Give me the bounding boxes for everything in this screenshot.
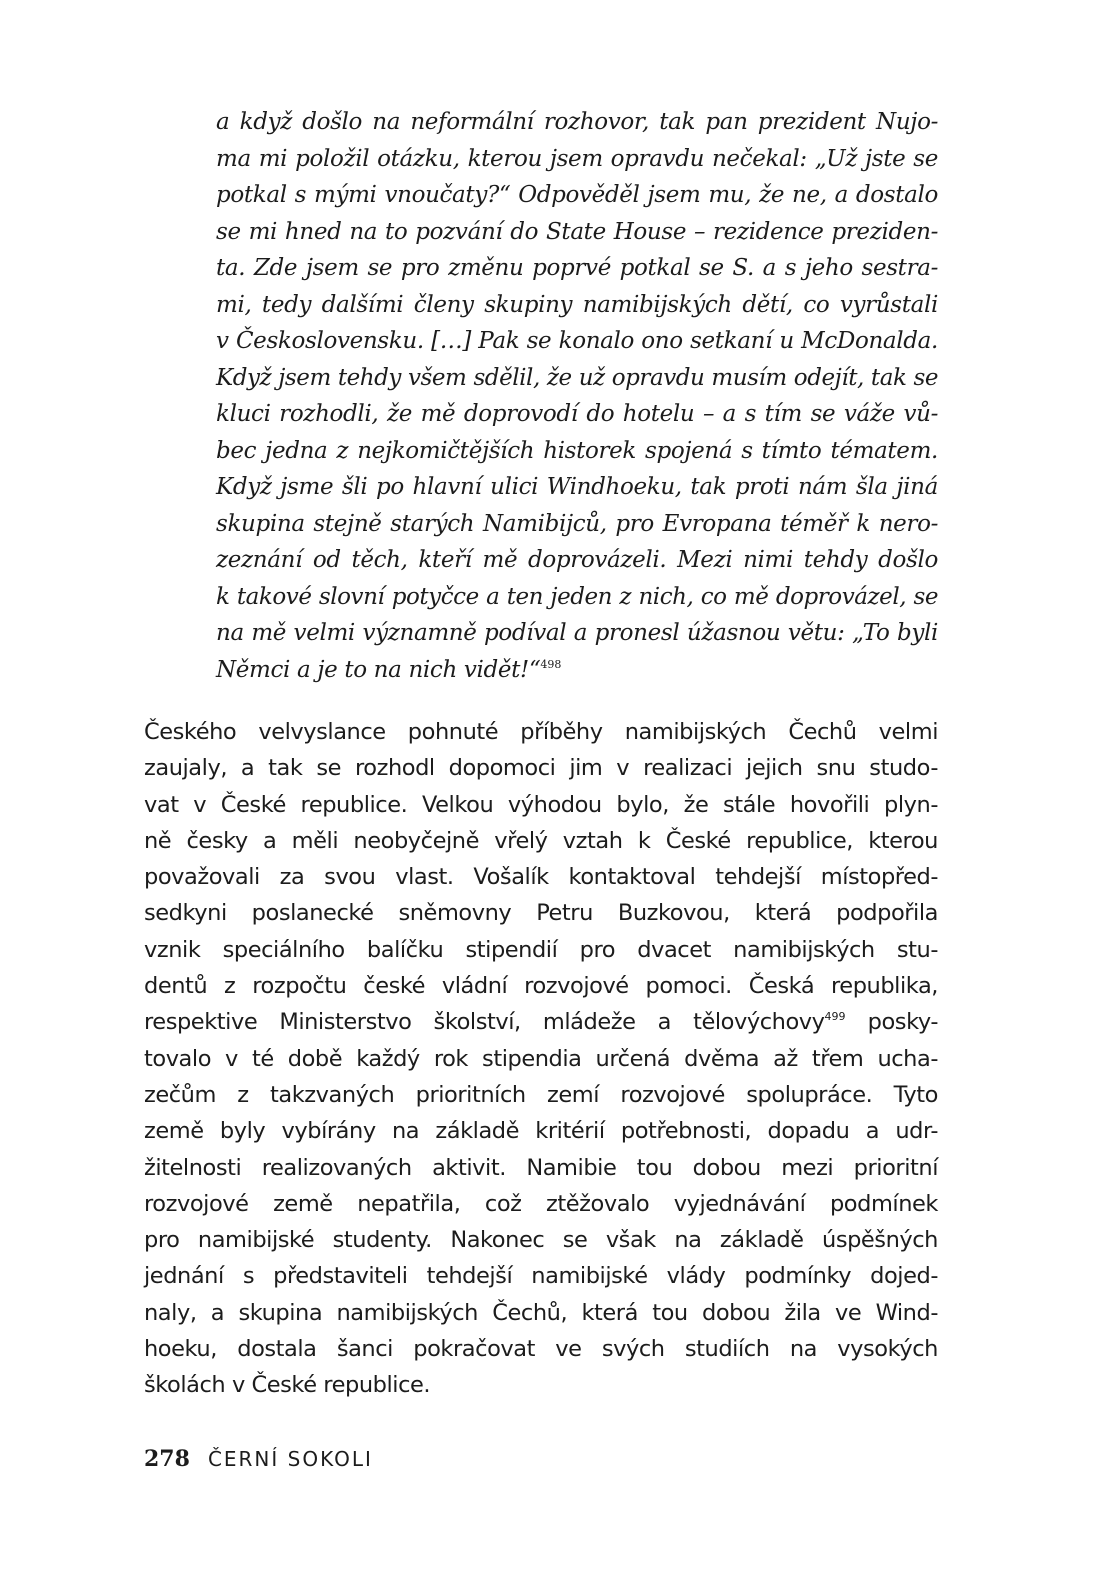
- body-line: zaujaly, a tak se rozhodl dopomoci jim v realizaci jejich snu studo-: [144, 755, 938, 782]
- quote-line: zeznání od těch, kteří mě doprovázeli. Mezi nimi tehdy došlo: [216, 547, 938, 573]
- body-line: jednání s představiteli tehdejší namibijské vlády podmínky dojed-: [144, 1263, 938, 1290]
- quote-line: skupina stejně starých Namibijců, pro Evropana téměř k nero-: [216, 510, 938, 537]
- footnote-ref-498: 498: [540, 657, 562, 671]
- quote-line: se mi hned na to pozvání do State House – rezidence preziden-: [216, 218, 938, 245]
- quote-line: bec jedna z nejkomičtějších historek spojená s tímto tématem.: [216, 437, 938, 464]
- quote-line: v Československu. […] Pak se konalo ono setkaní u McDonalda.: [216, 328, 938, 354]
- body-line: tovalo v té době každý rok stipendia určená dvěma až třem ucha-: [144, 1045, 938, 1072]
- body-line-tail: posky-: [867, 1009, 938, 1036]
- quote-line: potkal s mými vnoučaty?“ Odpověděl jsem mu, že ne, a dostalo: [216, 182, 938, 208]
- body-line: rozvojové země nepatřila, což ztěžovalo vyjednávání podmínek: [144, 1190, 938, 1217]
- quote-line: kluci rozhodli, že mě doprovodí do hotelu – a s tím se váže vů-: [216, 401, 938, 427]
- body-line: naly, a skupina namibijských Čechů, která tou dobou žila ve Wind-: [144, 1299, 938, 1326]
- body-line: žitelnosti realizovaných aktivit. Namibie tou dobou mezi prioritní: [144, 1154, 938, 1181]
- body-line: pro namibijské studenty. Nakonec se však na základě úspěšných: [144, 1227, 938, 1254]
- body-line: Českého velvyslance pohnuté příběhy namibijských Čechů velmi: [144, 719, 938, 745]
- page-number: 278: [144, 1446, 190, 1472]
- body-line: školách v České republice.: [144, 1372, 431, 1399]
- quote-line: Když jsem tehdy všem sdělil, že už opravdu musím odejít, tak se: [216, 364, 938, 391]
- body-line-with-footnote: [144, 1004, 938, 1040]
- quote-line: na mě velmi významně podíval a pronesl úžasnou větu: „To byli: [216, 620, 938, 646]
- quote-line-text: Němci a je to na nich vidět!“: [216, 656, 541, 683]
- quote-line: Když jsme šli po hlavní ulici Windhoeku, tak proti nám šla jiná: [216, 474, 938, 500]
- body-line: považovali za svou vlast. Vošalík kontaktoval tehdejší místopřed-: [144, 864, 938, 891]
- quote-line: a když došlo na neformální rozhovor, tak pan prezident Nujo-: [216, 109, 938, 135]
- body-line: ně česky a měli neobyčejně vřelý vztah k České republice, kterou: [144, 827, 938, 854]
- body-line: hoeku, dostala šanci pokračovat ve svých studiích na vysokých: [144, 1336, 938, 1363]
- quote-last-line: [216, 652, 938, 689]
- body-line: vat v České republice. Velkou výhodou bylo, že stále hovořili plyn-: [144, 791, 938, 818]
- body-line: zečům z takzvaných prioritních zemí rozvojové spolupráce. Tyto: [144, 1081, 938, 1108]
- body-paragraph: [144, 714, 938, 1404]
- body-line: dentů z rozpočtu české vládní rozvojové pomoci. Česká republika,: [144, 973, 938, 1000]
- running-title: ČERNÍ SOKOLI: [207, 1447, 373, 1471]
- block-quote: [216, 104, 938, 688]
- quote-line: ta. Zde jsem se pro změnu poprvé potkal se S. a s jeho sestra-: [216, 255, 938, 281]
- body-line: země byly vybírány na základě kritérií potřebnosti, dopadu a udr-: [144, 1118, 938, 1145]
- body-line-text: respektive Ministerstvo školství, mládeže a tělovýchovy: [144, 1009, 825, 1036]
- quote-line: mi, tedy dalšími členy skupiny namibijských dětí, co vyrůstali: [216, 291, 938, 318]
- body-line: vznik speciálního balíčku stipendií pro dvacet namibijských stu-: [144, 936, 938, 963]
- footnote-ref-499: 499: [824, 1010, 846, 1024]
- quote-line: k takové slovní potyčce a ten jeden z nich, co mě doprovázel, se: [216, 583, 938, 610]
- quote-line: ma mi položil otázku, kterou jsem opravdu nečekal: „Už jste se: [216, 145, 938, 172]
- body-line: sedkyni poslanecké sněmovny Petru Buzkovou, která podpořila: [144, 900, 938, 927]
- page-footer: [144, 1444, 373, 1474]
